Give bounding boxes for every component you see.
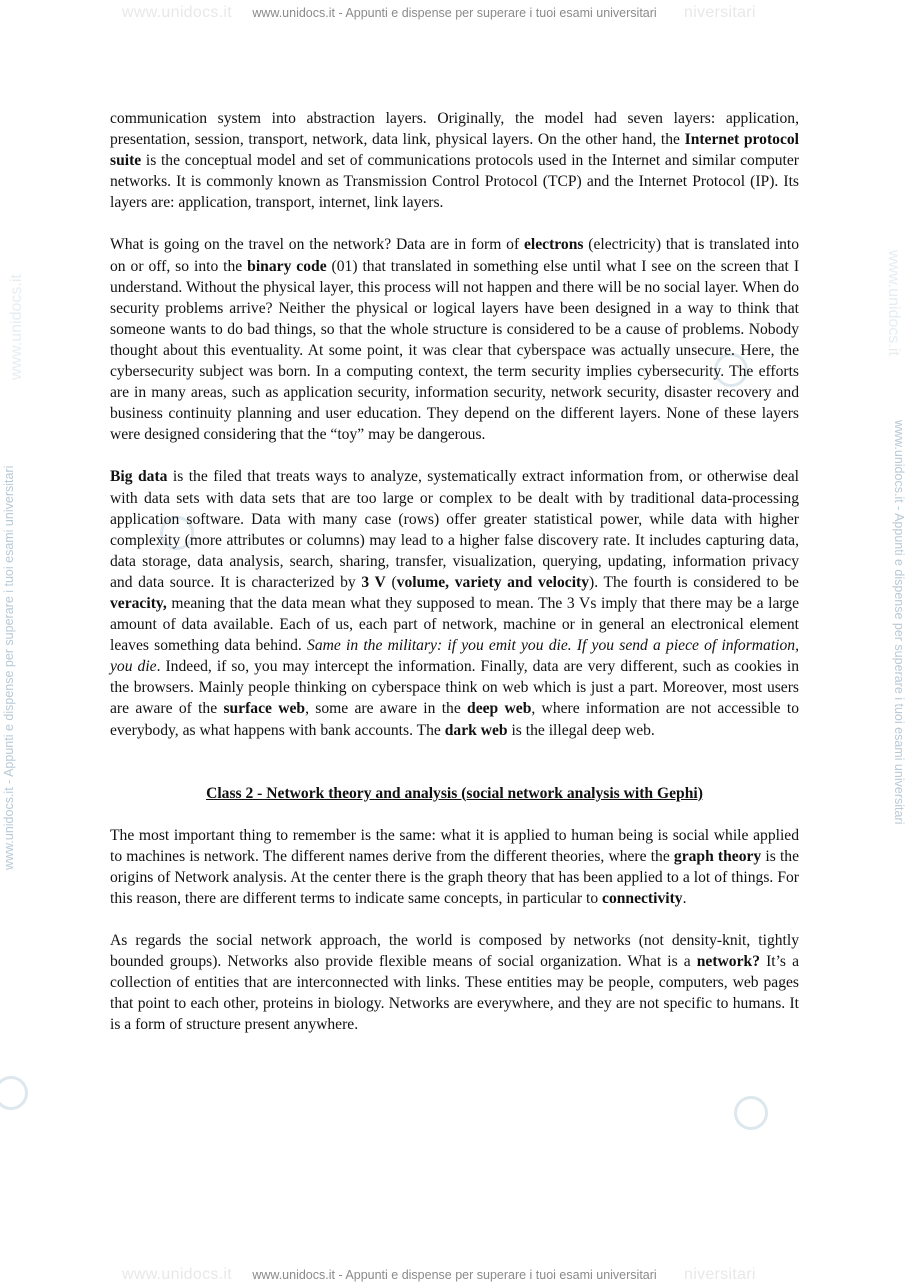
- footer-ghost-left: www.unidocs.it: [122, 1266, 233, 1283]
- header-ghost-right: niversitari: [684, 4, 756, 21]
- paragraph-big-data: Big data is the filed that treats ways to analyze, systematically extract information from, or otherwise deal with data sets with data sets that are too large or complex to be dealt with by traditional data-processing application software. Data with many case (rows) offer greater statistical power, while data with higher complexity (more attributes or columns) may lead to a higher false discovery rate. It includes capturing data, data storage, data analysis, search, sharing, transfer, visualization, querying, updating, information privacy and data source. It is characterized by 3 V (volume, variety and velocity). The fourth is considered to be veracity, meaning that the data mean what they supposed to mean. The 3 Vs imply that there may be a large amount of data available. Each of us, each part of network, machine or in general an electronical element leaves something data behind. Same in the military: if you emit you die. If you send a piece of information, you die. Indeed, if so, you may intercept the information. Finally, data are very different, such as cookies in the browsers. Mainly people thinking on cyberspace think on web which is just a part. Moreover, most users are aware of the surface web, some are aware in the deep web, where information are not accessible to everybody, as what happens with bank accounts. The dark web is the illegal deep web.: [110, 468, 800, 739]
- term-graph-theory: graph theory: [673, 847, 762, 865]
- header-ghost-left: www.unidocs.it: [122, 4, 233, 21]
- term-big-data: Big data: [110, 468, 168, 486]
- header-watermark: [0, 2, 909, 22]
- left-side-watermark: www.unidocs.it - Appunti e dispense per superare i tuoi esami universitari: [2, 465, 16, 870]
- left-side-ghost-watermark: www.unidocs.it: [8, 274, 25, 380]
- header-watermark-text: www.unidocs.it - Appunti e dispense per superare i tuoi esami universitari: [252, 6, 657, 20]
- paragraph-protocol-layers: communication system into abstraction layers. Originally, the model had seven layers: application, presentation, session, transport, network, data link, physical layers. On the other hand, the Internet protocol suite is the conceptual model and set of communications protocols used in the Internet and similar computer networks. It is commonly known as Transmission Control Protocol (TCP) and the Internet Protocol (IP). Its layers are: application, transport, internet, link layers.: [110, 110, 799, 212]
- section-heading: Class 2 - Network theory and analysis (social network analysis with Gephi): [206, 784, 703, 802]
- term-3v: 3 V: [361, 573, 386, 591]
- term-internet-protocol-suite: Internet protocol suite: [110, 131, 799, 170]
- term-veracity: veracity,: [110, 594, 167, 612]
- paragraph-social-network: As regards the social network approach, the world is composed by networks (not density-knit, tightly bounded groups). Networks also provide flexible means of social organization. What is a network? It’s a collection of entities that are interconnected with links. These entities may be people, computers, web pages that point to each other, proteins in biology. Networks are everywhere, and they are not specific to humans. It is a form of structure present anywhere.: [110, 932, 799, 1034]
- term-deep-web: deep web: [467, 700, 532, 718]
- document-body: [110, 108, 799, 1057]
- paragraph-cybersecurity: What is going on the travel on the network? Data are in form of electrons (electricity) that is translated into on or off, so into the binary code (01) that translated in something else until what I see on the screen that I understand. Without the physical layer, this process will not happen and there will be no social layer. When do security problems arrive? Neither the physical or logical layers have been designed in a way to think that someone wants to do bad things, so that the whole structure is considered to be a cause of problems. Nobody thought about this eventuality. At some point, it was clear that cyberspace was actually unsecure. Here, the cybersecurity subject was born. In a computing context, the term security implies cybersecurity. The efforts are in many areas, such as application security, information security, network security, disaster recovery and business continuity planning and user education. They depend on the different layers. None of these layers were designed considering that the “toy” may be dangerous.: [110, 236, 800, 444]
- right-side-ghost-watermark: www.unidocs.it: [885, 250, 902, 356]
- watermark-logo-icon: [734, 1096, 768, 1130]
- term-connectivity: connectivity: [602, 890, 683, 907]
- watermark-logo-icon: [0, 1076, 28, 1110]
- term-binary-code: binary code: [247, 257, 327, 275]
- term-volume-variety-velocity: volume, variety and velocity: [396, 573, 590, 591]
- right-side-watermark: www.unidocs.it - Appunti e dispense per superare i tuoi esami universitari: [892, 420, 906, 825]
- footer-ghost-right: niversitari: [684, 1266, 756, 1283]
- term-dark-web: dark web: [444, 721, 508, 739]
- term-network: network?: [696, 953, 760, 971]
- footer-watermark-text: www.unidocs.it - Appunti e dispense per superare i tuoi esami universitari: [252, 1268, 657, 1282]
- paragraph-graph-theory: The most important thing to remember is the same: what it is applied to human being is social while applied to machines is network. The different names derive from the different theories, where the graph theory is the origins of Network analysis. At the center there is the graph theory that has been applied to a lot of things. For this reason, there are different terms to indicate same concepts, in particular to connectivity.: [110, 826, 799, 907]
- term-surface-web: surface web: [223, 700, 306, 718]
- term-electrons: electrons: [524, 236, 584, 254]
- footer-watermark: [0, 1264, 909, 1284]
- military-quote: Same in the military: if you emit you die. If you send a piece of information, you die: [110, 637, 800, 676]
